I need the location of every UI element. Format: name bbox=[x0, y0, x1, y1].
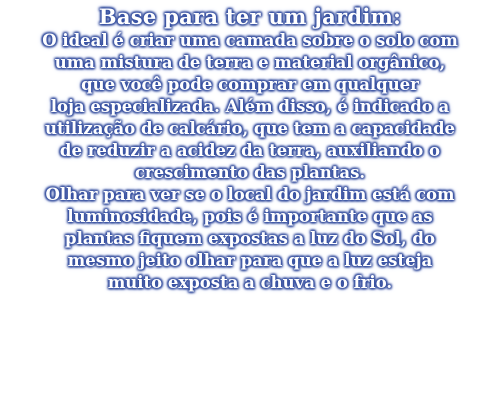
text-line: Olhar para ver se o local do jardim está com bbox=[45, 185, 455, 204]
text-line: de reduzir a acidez da terra, auxiliando o bbox=[59, 141, 441, 160]
text-line: utilização de calcário, que tem a capacidade bbox=[44, 119, 456, 138]
text-line: uma mistura de terra e material orgânico, bbox=[54, 53, 446, 72]
text-line: mesmo jeito olhar para que a luz esteja bbox=[67, 251, 433, 270]
paragraph-light bbox=[0, 184, 500, 294]
paragraph-soil bbox=[0, 30, 500, 184]
text-line: O ideal é criar uma camada sobre o solo com bbox=[42, 31, 458, 50]
text-line: crescimento das plantas. bbox=[134, 163, 366, 182]
title: Base para ter um jardim: bbox=[98, 4, 402, 29]
text-line: luminosidade, pois é importante que as bbox=[67, 207, 433, 226]
text-line: plantas fiquem expostas a luz do Sol, do bbox=[65, 229, 435, 248]
text-line: muito exposta a chuva e o frio. bbox=[107, 273, 393, 292]
text-line: loja especializada. Além disso, é indicado a bbox=[50, 97, 450, 116]
text-line: que você pode comprar em qualquer bbox=[81, 75, 419, 94]
